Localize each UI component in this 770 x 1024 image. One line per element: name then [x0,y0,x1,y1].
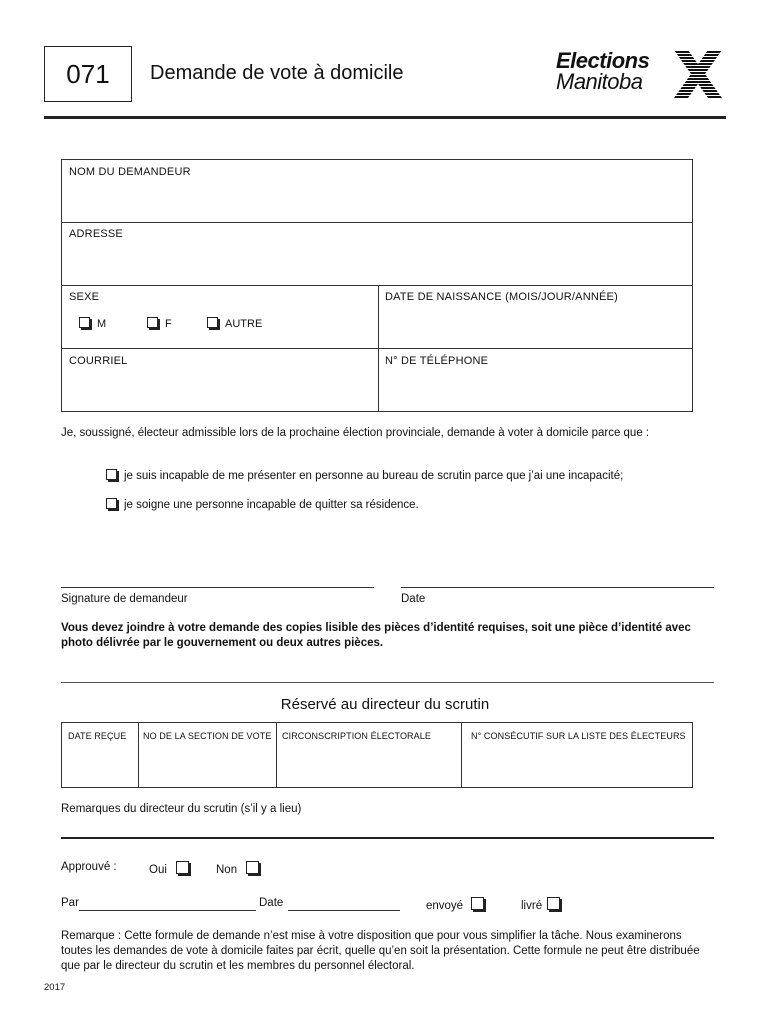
sex-option-m[interactable]: M [79,317,106,330]
header-divider [44,116,726,119]
approval-date-line[interactable] [288,910,400,911]
checkbox-yes[interactable] [176,861,189,874]
checkbox-m[interactable] [79,317,90,328]
phone-label: N° DE TÉLÉPHONE [385,355,489,367]
address-field[interactable] [63,244,691,282]
sent-option[interactable]: envoyé [426,897,491,912]
col-date-received: DATE REÇUE [68,731,127,741]
remarks-line[interactable] [61,837,714,839]
checkbox-reason-incapacity[interactable] [106,469,117,480]
email-label: COURRIEL [69,355,128,367]
applicant-info-box [61,159,693,412]
col-polling-section: NO DE LA SECTION DE VOTE [143,731,272,741]
phone-field[interactable] [380,370,691,410]
reserved-divider [61,682,714,683]
remarks-label: Remarques du directeur du scrutin (s’il y a lieu) [61,803,302,815]
email-field[interactable] [63,370,376,410]
signature-date-label: Date [401,593,426,605]
signature-line[interactable] [61,587,374,588]
checkbox-sent[interactable] [471,897,484,910]
checkbox-delivered[interactable] [547,897,560,910]
sex-label: SEXE [69,291,100,303]
address-label: ADRESSE [69,228,123,240]
checkbox-no[interactable] [246,861,259,874]
logo-text-line2: Manitoba [556,69,643,94]
elections-manitoba-logo [556,48,724,102]
signature-label: Signature de demandeur [61,593,188,605]
approved-label: Approuvé : [61,861,117,873]
reason-incapacity[interactable]: je suis incapable de me présenter en personne au bureau de scrutin parce que j’ai une incapacité; [106,469,726,482]
sex-option-f[interactable]: F [147,317,172,330]
checkbox-autre[interactable] [207,317,218,328]
reason-caregiver[interactable]: je soigne une personne incapable de quitter sa résidence. [106,498,726,511]
signature-date-line[interactable] [401,587,714,588]
name-field[interactable] [63,182,691,220]
logo-text-line1: Elections [556,48,650,73]
col-electoral-division: CIRCONSCRIPTION ÉLECTORALE [282,731,431,741]
declaration-intro: Je, soussigné, électeur admissible lors de la prochaine élection provinciale, demande à voter à domicile parce que : [61,427,650,439]
form-title: Demande de vote à domicile [150,62,404,84]
sex-option-autre[interactable]: AUTRE [207,317,262,330]
dob-label: DATE DE NAISSANCE (MOIS/JOUR/ANNÉE) [385,291,618,303]
dob-field[interactable] [380,306,691,346]
ballot-x-icon [672,48,724,100]
delivered-option[interactable]: livré [521,897,567,912]
id-requirement-notice: Vous devez joindre à votre demande des copies lisible des pièces d’identité requises, soit une pièce d’identité avec photo délivrée par le gouvernement ou deux autres pièces. [61,622,691,649]
footnote-remark: Remarque : Cette formule de demande n’est mise à votre disposition que pour vous simplifier la tâche. Nous examinerons toutes les demandes de vote à domicile faites par écrit, quelle qu’en soit la présentation. Cette formule ne peut être distribuée que par le directeur du scrutin et les membres du personnel électoral. [61,930,700,972]
by-label: Par [61,897,79,909]
reserved-table [61,722,693,788]
form-year: 2017 [44,982,66,993]
approved-yes[interactable]: Oui [149,861,196,876]
by-line[interactable] [79,910,256,911]
name-label: NOM DU DEMANDEUR [69,166,191,178]
form-number: 071 [44,46,132,102]
reserved-title: Réservé au directeur du scrutin [280,696,490,713]
approved-no[interactable]: Non [216,861,266,876]
checkbox-reason-caregiver[interactable] [106,498,117,509]
approval-date-label: Date [259,897,284,909]
col-voter-list-number: N° CONSÉCUTIF SUR LA LISTE DES ÉLECTEURS [471,731,686,741]
checkbox-f[interactable] [147,317,158,328]
